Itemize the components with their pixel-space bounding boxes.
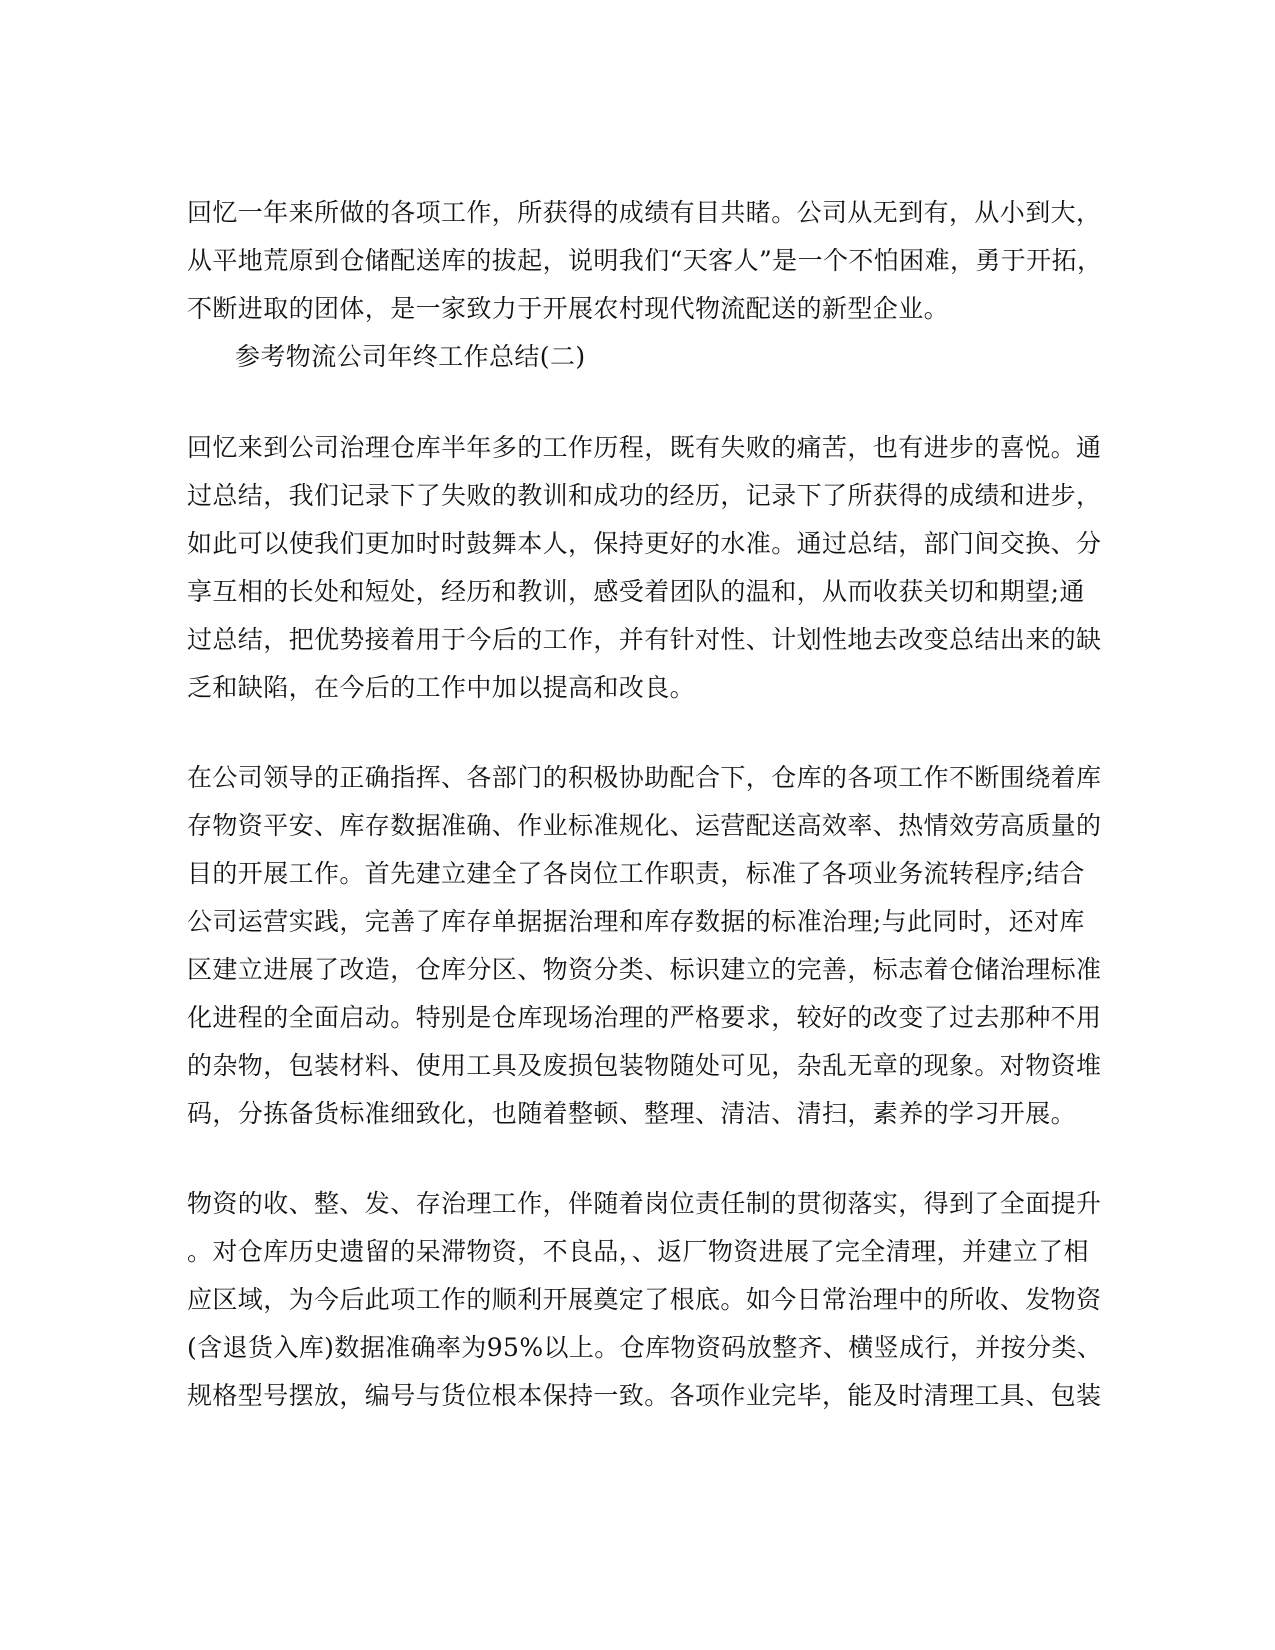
paragraph-2-line-5: 过总结，把优势接着用于今后的工作，并有针对性、计划性地去改变总结出来的缺 bbox=[187, 625, 1102, 654]
paragraph-2-line-4: 享互相的长处和短处，经历和教训，感受着团队的温和，从而收获关切和期望;通 bbox=[187, 577, 1085, 606]
paragraph-1-line-3: 不断进取的团体，是一家致力于开展农村现代物流配送的新型企业。 bbox=[187, 294, 950, 323]
paragraph-3-line-3: 目的开展工作。首先建立建全了各岗位工作职责，标准了各项业务流转程序;结合 bbox=[187, 859, 1085, 888]
paragraph-1-line-2: 从平地荒原到仓储配送库的拔起，说明我们“天客人”是一个不怕困难，勇于开拓， bbox=[187, 246, 1103, 275]
paragraph-3-line-2: 存物资平安、库存数据准确、作业标准规化、运营配送高效率、热情效劳高质量的 bbox=[187, 811, 1102, 840]
paragraph-1-line-1: 回忆一年来所做的各项工作，所获得的成绩有目共睹。公司从无到有，从小到大， bbox=[187, 198, 1102, 227]
paragraph-4-line-4: (含退货入库)数据准确率为95%以上。仓库物资码放整齐、横竖成行，并按分类、 bbox=[187, 1333, 1103, 1362]
paragraph-3-line-8: 码，分拣备货标准细致化，也随着整顿、整理、清洁、清扫，素养的学习开展。 bbox=[187, 1099, 1077, 1128]
paragraph-2-line-6: 乏和缺陷，在今后的工作中加以提高和改良。 bbox=[187, 673, 696, 702]
paragraph-4-line-5: 规格型号摆放，编号与货位根本保持一致。各项作业完毕，能及时清理工具、包装 bbox=[187, 1381, 1102, 1410]
paragraph-2-line-3: 如此可以使我们更加时时鼓舞本人，保持更好的水准。通过总结，部门间交换、分 bbox=[187, 529, 1102, 558]
paragraph-3-line-4: 公司运营实践，完善了库存单据据治理和库存数据的标准治理;与此同时，还对库 bbox=[187, 907, 1085, 936]
paragraph-3-line-6: 化进程的全面启动。特别是仓库现场治理的严格要求，较好的改变了过去那种不用 bbox=[187, 1003, 1102, 1032]
paragraph-4-line-1: 物资的收、整、发、存治理工作，伴随着岗位责任制的贯彻落实，得到了全面提升 bbox=[187, 1189, 1102, 1218]
paragraph-4-line-3: 应区域，为今后此项工作的顺利开展奠定了根底。如今日常治理中的所收、发物资 bbox=[187, 1285, 1102, 1314]
paragraph-3-line-5: 区建立进展了改造，仓库分区、物资分类、标识建立的完善，标志着仓储治理标准 bbox=[187, 955, 1102, 984]
section-heading: 参考物流公司年终工作总结(二) bbox=[235, 342, 586, 371]
paragraph-4-line-2: 。对仓库历史遗留的呆滞物资，不良品，、返厂物资进展了完全清理，并建立了相 bbox=[187, 1237, 1089, 1266]
paragraph-3-line-7: 的杂物，包装材料、使用工具及废损包装物随处可见，杂乱无章的现象。对物资堆 bbox=[187, 1051, 1102, 1080]
paragraph-2-line-1: 回忆来到公司治理仓库半年多的工作历程，既有失败的痛苦，也有进步的喜悦。通 bbox=[187, 433, 1102, 462]
paragraph-2-line-2: 过总结，我们记录下了失败的教训和成功的经历，记录下了所获得的成绩和进步， bbox=[187, 481, 1102, 510]
paragraph-3-line-1: 在公司领导的正确指挥、各部门的积极协助配合下，仓库的各项工作不断围绕着库 bbox=[187, 763, 1102, 792]
